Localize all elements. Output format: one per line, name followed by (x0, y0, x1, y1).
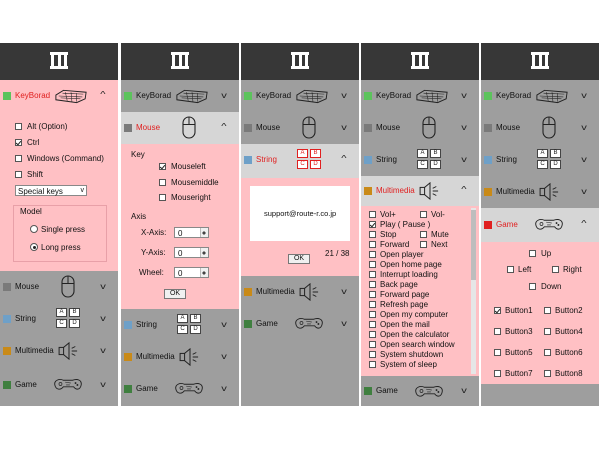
media-checkbox[interactable] (369, 291, 376, 298)
mouse-color-swatch (3, 283, 11, 291)
long-press-label: Long press (41, 243, 81, 252)
section-string[interactable] (241, 144, 359, 178)
section-game-label: Game (496, 220, 518, 229)
section-string-label: String (256, 155, 277, 164)
button1-label: Button1 (505, 306, 533, 315)
menu-icon[interactable] (50, 52, 68, 69)
section-mouse[interactable] (0, 271, 118, 303)
section-keyboard-label: KeyBorad (136, 91, 172, 100)
chevron-down-icon[interactable]: v (221, 352, 227, 361)
button4-checkbox[interactable] (544, 328, 551, 335)
section-keyboard-label: KeyBorad (256, 91, 292, 100)
right-checkbox[interactable] (552, 266, 559, 273)
gamepad-icon (413, 383, 445, 399)
string-cell-b: B (190, 314, 201, 323)
section-mouse[interactable] (361, 112, 479, 144)
section-game-label: Game (136, 384, 158, 393)
chevron-down-icon[interactable]: v (461, 386, 467, 395)
media-checkbox[interactable] (369, 331, 376, 338)
chevron-down-icon[interactable]: v (341, 123, 347, 132)
multimedia-panel (361, 43, 479, 406)
media-label: Forward (380, 240, 410, 249)
multimedia-color-swatch (3, 347, 11, 355)
section-mouse[interactable] (121, 112, 239, 144)
chevron-down-icon[interactable]: v (341, 91, 347, 100)
speaker-icon (419, 182, 441, 200)
media-label: Stop (380, 230, 397, 239)
string-text-area[interactable] (250, 186, 350, 241)
section-keyboard[interactable] (481, 80, 599, 112)
section-string-label: String (136, 320, 157, 329)
chevron-down-icon[interactable]: v (341, 287, 347, 296)
string-cell-c: C (56, 319, 67, 328)
chevron-down-icon[interactable]: v (341, 319, 347, 328)
menu-icon[interactable] (531, 52, 549, 69)
x-axis-input[interactable] (174, 227, 209, 238)
media-label: Open my computer (380, 310, 449, 319)
section-string[interactable] (121, 309, 239, 341)
mouseright-checkbox[interactable] (159, 194, 166, 201)
speaker-icon (539, 183, 561, 201)
chevron-down-icon[interactable]: v (221, 320, 227, 329)
gamepad-icon (52, 376, 84, 392)
single-press-label: Single press (41, 225, 86, 234)
string-cell-a: A (537, 149, 548, 158)
chevron-down-icon[interactable]: v (461, 123, 467, 132)
section-string-label: String (15, 314, 36, 323)
media-checkbox[interactable] (369, 271, 376, 278)
mouse-icon (60, 274, 76, 299)
chevron-down-icon[interactable]: v (581, 187, 587, 196)
media-checkbox[interactable] (420, 241, 427, 248)
multimedia-color-swatch (484, 188, 492, 196)
string-cell-c: C (537, 160, 548, 169)
game-color-swatch (364, 387, 372, 395)
game-color-swatch (124, 385, 132, 393)
button8-label: Button8 (555, 369, 583, 378)
string-cell-d: D (310, 160, 321, 169)
menu-icon[interactable] (171, 52, 189, 69)
button5-checkbox[interactable] (494, 349, 501, 356)
media-label: Open the calculator (380, 330, 450, 339)
gamepad-icon (293, 315, 325, 331)
string-icon (177, 314, 203, 336)
keyboard-color-swatch (3, 92, 11, 100)
mousemiddle-label: Mousemiddle (171, 178, 219, 187)
speaker-icon (299, 283, 321, 301)
stepper-icon[interactable] (200, 268, 208, 277)
modifier-checkbox-ctrl[interactable] (15, 139, 22, 146)
keyboard-options (0, 112, 118, 271)
game-options (481, 242, 599, 384)
string-icon (417, 149, 443, 171)
mouse-ok-button[interactable]: OK (164, 289, 186, 299)
mouse-icon (541, 115, 557, 140)
media-checkbox[interactable] (369, 301, 376, 308)
wheel-input[interactable] (174, 267, 209, 278)
media-label: Back page (380, 280, 418, 289)
x-axis-label: X-Axis: (141, 228, 167, 237)
mouse-color-swatch (484, 124, 492, 132)
media-label: Open the mail (380, 320, 430, 329)
string-cell-d: D (190, 325, 201, 334)
media-label: System shutdown (380, 350, 444, 359)
top-bar (481, 43, 599, 80)
chevron-down-icon[interactable]: v (100, 346, 106, 355)
keyboard-icon (54, 87, 88, 105)
button7-checkbox[interactable] (494, 370, 501, 377)
right-label: Right (563, 265, 582, 274)
string-cell-b: B (430, 149, 441, 158)
string-icon (56, 308, 82, 330)
string-cell-a: A (177, 314, 188, 323)
chevron-down-icon[interactable]: v (461, 155, 467, 164)
string-cell-c: C (297, 160, 308, 169)
section-keyboard[interactable] (0, 80, 118, 112)
modifier-checkbox-windows[interactable] (15, 155, 22, 162)
media-checkbox[interactable] (369, 231, 376, 238)
string-cell-a: A (297, 149, 308, 158)
section-keyboard[interactable] (241, 80, 359, 112)
media-label: Refresh page (380, 300, 429, 309)
section-multimedia-label: Multimedia (376, 186, 415, 195)
media-checkbox[interactable] (369, 311, 376, 318)
y-axis-value: 0 (178, 249, 183, 258)
chevron-down-icon[interactable]: v (100, 282, 106, 291)
multimedia-color-swatch (364, 187, 372, 195)
left-checkbox[interactable] (507, 266, 514, 273)
section-mouse-label: Mouse (136, 123, 161, 132)
mouse-color-swatch (244, 124, 252, 132)
keyboard-color-swatch (484, 92, 492, 100)
scrollbar[interactable] (471, 208, 476, 374)
down-checkbox[interactable] (529, 283, 536, 290)
media-label: Interrupt loading (380, 270, 438, 279)
mousemiddle-checkbox[interactable] (159, 179, 166, 186)
chevron-up-icon[interactable]: ^ (461, 185, 467, 194)
section-mouse-label: Mouse (496, 123, 521, 132)
chevron-down-icon: v (80, 187, 84, 194)
media-checkbox[interactable] (369, 351, 376, 358)
special-keys-value: Special keys (18, 187, 63, 196)
multimedia-options (361, 206, 479, 376)
media-label: System of sleep (380, 360, 437, 369)
y-axis-label: Y-Axis: (141, 248, 166, 257)
section-multimedia[interactable] (121, 341, 239, 373)
mouse-icon (301, 115, 317, 140)
string-cell-b: B (550, 149, 561, 158)
up-checkbox[interactable] (529, 250, 536, 257)
left-label: Left (518, 265, 532, 274)
button6-checkbox[interactable] (544, 349, 551, 356)
string-panel (241, 43, 359, 406)
section-mouse[interactable] (481, 112, 599, 144)
top-bar (241, 43, 359, 80)
media-label: Open player (380, 250, 424, 259)
section-mouse-label: Mouse (15, 282, 40, 291)
media-label: Forward page (380, 290, 430, 299)
multimedia-color-swatch (244, 288, 252, 296)
gamepad-icon (173, 380, 205, 396)
speaker-icon (58, 342, 80, 360)
section-game-label: Game (376, 386, 398, 395)
media-checkbox[interactable] (369, 281, 376, 288)
chevron-up-icon[interactable]: ^ (581, 219, 587, 228)
button2-label: Button2 (555, 306, 583, 315)
top-bar (121, 43, 239, 80)
section-multimedia-label: Multimedia (496, 187, 535, 196)
section-string-label: String (376, 155, 397, 164)
media-checkbox[interactable] (369, 321, 376, 328)
x-axis-value: 0 (178, 229, 183, 238)
string-text-content: support@route-r.co.jp (264, 209, 337, 218)
keyboard-icon (295, 87, 329, 105)
string-color-swatch (124, 321, 132, 329)
section-string[interactable] (361, 144, 479, 176)
section-string-label: String (496, 155, 517, 164)
modifier-checkbox-alt[interactable] (15, 123, 22, 130)
keyboard-color-swatch (364, 92, 372, 100)
section-mouse[interactable] (241, 112, 359, 144)
up-label: Up (541, 249, 552, 258)
game-color-swatch (3, 381, 11, 389)
string-cell-b: B (310, 149, 321, 158)
mouseleft-checkbox[interactable] (159, 163, 166, 170)
game-color-swatch (244, 320, 252, 328)
mouse-options (121, 144, 239, 309)
button5-label: Button5 (505, 348, 533, 357)
modifier-label-alt: Alt (Option) (27, 122, 68, 131)
button8-checkbox[interactable] (544, 370, 551, 377)
media-label: Open search window (380, 340, 455, 349)
string-color-swatch (244, 156, 252, 164)
media-checkbox[interactable] (369, 361, 376, 368)
keyboard-panel (0, 43, 118, 406)
media-label: Open home page (380, 260, 442, 269)
section-game-label: Game (256, 319, 278, 328)
game-panel (481, 43, 599, 406)
chevron-down-icon[interactable]: v (581, 123, 587, 132)
string-color-swatch (484, 156, 492, 164)
media-label: Vol- (431, 210, 445, 219)
stepper-icon[interactable] (200, 228, 208, 237)
modifier-label-shift: Shift (27, 170, 44, 179)
mouseleft-label: Mouseleft (171, 162, 206, 171)
character-count: 21 / 38 (325, 249, 350, 258)
section-string[interactable] (481, 144, 599, 176)
media-checkbox[interactable] (369, 211, 376, 218)
special-keys-select[interactable] (15, 185, 87, 196)
multimedia-color-swatch (124, 353, 132, 361)
string-cell-d: D (550, 160, 561, 169)
modifier-label-ctrl: Ctrl (27, 138, 40, 147)
keyboard-color-swatch (244, 92, 252, 100)
section-mouse-label: Mouse (256, 123, 281, 132)
section-string[interactable] (0, 303, 118, 335)
chevron-up-icon[interactable]: ^ (221, 122, 227, 131)
button7-label: Button7 (505, 369, 533, 378)
button3-checkbox[interactable] (494, 328, 501, 335)
section-game[interactable] (361, 376, 479, 406)
mouse-color-swatch (364, 124, 372, 132)
button2-checkbox[interactable] (544, 307, 551, 314)
menu-icon[interactable] (411, 52, 429, 69)
string-ok-button[interactable]: OK (288, 254, 310, 264)
chevron-down-icon[interactable]: v (100, 380, 106, 389)
modifier-checkbox-shift[interactable] (15, 171, 22, 178)
string-cell-c: C (417, 160, 428, 169)
keyboard-icon (535, 87, 569, 105)
section-keyboard-label: KeyBorad (376, 91, 412, 100)
section-keyboard[interactable] (121, 80, 239, 112)
chevron-down-icon[interactable]: v (581, 155, 587, 164)
keyboard-color-swatch (124, 92, 132, 100)
section-multimedia[interactable] (361, 176, 479, 206)
section-keyboard[interactable] (361, 80, 479, 112)
stepper-icon[interactable] (200, 248, 208, 257)
button1-checkbox[interactable] (494, 307, 501, 314)
section-keyboard-label: KeyBorad (496, 91, 532, 100)
chevron-down-icon[interactable]: v (221, 91, 227, 100)
model-label: Model (20, 207, 42, 216)
y-axis-input[interactable] (174, 247, 209, 258)
top-bar (361, 43, 479, 80)
section-game[interactable] (121, 373, 239, 406)
media-checkbox[interactable] (369, 261, 376, 268)
section-multimedia[interactable] (241, 276, 359, 308)
speaker-icon (179, 348, 201, 366)
chevron-up-icon[interactable]: ^ (341, 154, 347, 163)
chevron-down-icon[interactable]: v (581, 91, 587, 100)
media-label: Mute (431, 230, 449, 239)
wheel-label: Wheel: (139, 268, 164, 277)
section-multimedia-label: Multimedia (136, 352, 175, 361)
section-game-label: Game (15, 380, 37, 389)
media-label: Vol+ (380, 210, 396, 219)
section-game[interactable] (0, 367, 118, 406)
keyboard-icon (415, 87, 449, 105)
string-color-swatch (364, 156, 372, 164)
string-color-swatch (3, 315, 11, 323)
section-multimedia[interactable] (0, 335, 118, 367)
mouseright-label: Mouseright (171, 193, 211, 202)
media-checkbox[interactable] (420, 231, 427, 238)
string-cell-a: A (417, 149, 428, 158)
string-cell-c: C (177, 325, 188, 334)
string-cell-d: D (69, 319, 80, 328)
mouse-icon (181, 115, 197, 140)
section-game[interactable] (241, 308, 359, 406)
section-multimedia-label: Multimedia (15, 346, 54, 355)
button3-label: Button3 (505, 327, 533, 336)
button4-label: Button4 (555, 327, 583, 336)
media-checkbox[interactable] (369, 341, 376, 348)
modifier-label-windows: Windows (Command) (27, 154, 104, 163)
media-checkbox[interactable] (420, 211, 427, 218)
string-icon (537, 149, 563, 171)
menu-icon[interactable] (291, 52, 309, 69)
string-cell-b: B (69, 308, 80, 317)
string-options (241, 178, 359, 276)
string-cell-d: D (430, 160, 441, 169)
media-checkbox[interactable] (369, 251, 376, 258)
scrollbar-thumb[interactable] (471, 210, 476, 280)
media-checkbox[interactable] (369, 241, 376, 248)
mouse-color-swatch (124, 124, 132, 132)
chevron-up-icon[interactable]: ^ (100, 90, 106, 99)
section-multimedia-label: Multimedia (256, 287, 295, 296)
section-mouse-label: Mouse (376, 123, 401, 132)
mouse-panel (121, 43, 239, 406)
chevron-down-icon[interactable]: v (461, 91, 467, 100)
axis-group-label: Axis (131, 212, 147, 221)
wheel-value: 0 (178, 269, 183, 278)
media-checkbox[interactable] (369, 221, 376, 228)
down-label: Down (541, 282, 562, 291)
chevron-down-icon[interactable]: v (100, 314, 106, 323)
string-icon (297, 149, 323, 171)
long-press-radio[interactable] (30, 243, 38, 251)
chevron-down-icon[interactable]: v (221, 384, 227, 393)
single-press-radio[interactable] (30, 225, 38, 233)
gamepad-icon (533, 216, 565, 232)
string-cell-a: A (56, 308, 67, 317)
top-bar (0, 43, 118, 80)
section-multimedia[interactable] (481, 176, 599, 208)
game-color-swatch (484, 221, 492, 229)
section-game[interactable] (481, 208, 599, 242)
mouse-icon (421, 115, 437, 140)
button6-label: Button6 (555, 348, 583, 357)
key-group-label: Key (131, 150, 145, 159)
keyboard-icon (175, 87, 209, 105)
section-keyboard-label: KeyBorad (15, 91, 51, 100)
media-label: Play ( Pause ) (380, 220, 431, 229)
media-label: Next (431, 240, 448, 249)
